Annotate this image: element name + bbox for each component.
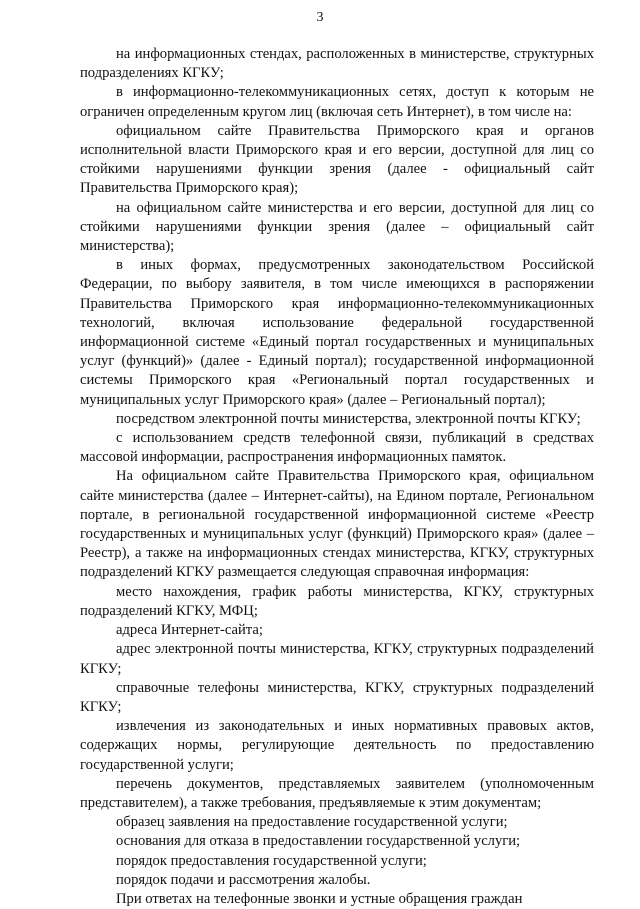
paragraph: основания для отказа в предоставлении государственной услуги; bbox=[116, 833, 521, 850]
page-number: 3 bbox=[316, 10, 324, 25]
paragraph: При ответах на телефонные звонки и устные обращения граждан bbox=[116, 890, 523, 907]
paragraph: порядок подачи и рассмотрения жалобы. bbox=[116, 871, 371, 888]
paragraph: в иных формах, предусмотренных законодательством Российской Федерации, по выбору заявителя, в том числе имеющихся в распоряжении Правительства Приморского края информационно-телекоммуникационных технологий, включая использование федеральной государственной информационной системе «Единый портал государственных и муниципальных услуг (функций)» (далее - Единый портал); государственной информационной системы Приморского края «Региональный портал государственных и муниципальных услуг Приморского края» (далее – Региональный портал); bbox=[80, 257, 594, 408]
paragraph: перечень документов, представляемых заявителем (уполномоченным представителем), а также требования, предъявляемые к этим документам; bbox=[80, 775, 594, 811]
paragraph: место нахождения, график работы министерства, КГКУ, структурных подразделений КГКУ, МФЦ; bbox=[80, 583, 594, 619]
paragraph: На официальном сайте Правительства Приморского края, официальном сайте министерства (далее – Интернет-сайты), на Едином портале, Региональном портале, в региональной государственной информационной системе «Реестр государственных и муниципальных услуг (функций) Приморского края» (далее – Реестр), а также на информационных стендах министерства, КГКУ, структурных подразделений КГКУ размещается следующая справочная информация: bbox=[80, 468, 594, 581]
paragraph: с использованием средств телефонной связи, публикаций в средствах массовой информации, распространения информационных памяток. bbox=[80, 430, 594, 466]
paragraph: порядок предоставления государственной услуги; bbox=[116, 852, 427, 869]
paragraph: адрес электронной почты министерства, КГКУ, структурных подразделений КГКУ; bbox=[80, 641, 594, 677]
paragraph: официальном сайте Правительства Приморского края и органов исполнительной власти Приморского края и его версии, доступной для лиц со стойкими нарушениями функции зрения (далее - официальный сайт Правительства Приморского края); bbox=[80, 122, 594, 197]
paragraph: на информационных стендах, расположенных в министерстве, структурных подразделениях КГКУ; bbox=[80, 46, 594, 82]
paragraph: на официальном сайте министерства и его версии, доступной для лиц со стойкими нарушениями функции зрения (далее – официальный сайт министерства); bbox=[80, 199, 594, 255]
paragraph: посредством электронной почты министерства, электронной почты КГКУ; bbox=[116, 410, 581, 427]
document-body bbox=[80, 45, 594, 909]
paragraph: адреса Интернет-сайта; bbox=[116, 622, 263, 639]
paragraph: извлечения из законодательных и иных нормативных правовых актов, содержащих нормы, регулирующие деятельность по предоставлению государственной услуги; bbox=[80, 718, 594, 773]
paragraph: в информационно-телекоммуникационных сетях, доступ к которым не ограничен определенным кругом лиц (включая сеть Интернет), в том числе на: bbox=[80, 84, 594, 120]
paragraph: справочные телефоны министерства, КГКУ, структурных подразделений КГКУ; bbox=[80, 679, 594, 715]
paragraph: образец заявления на предоставление государственной услуги; bbox=[116, 814, 508, 831]
